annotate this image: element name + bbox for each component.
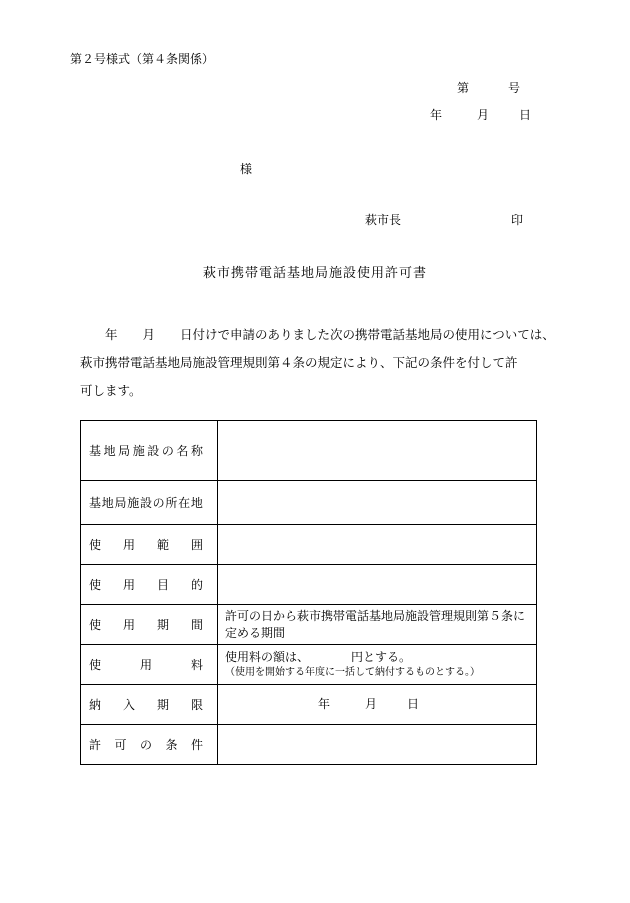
usage-fee-text: 使用料の額は、 円とする。	[225, 650, 412, 664]
row-label-usage-purpose: 使 用 目 的	[81, 565, 218, 605]
row-label-facility-location: 基 地 局 施 設 の 所 在 地	[81, 481, 218, 525]
table-row	[81, 525, 537, 565]
usage-fee-note: （使用を開始する年度に一括して納付するものとする。）	[225, 667, 480, 678]
row-label-permit-conditions: 許 可 の 条 件	[81, 725, 218, 765]
usage-fee-value	[218, 645, 537, 685]
issue-date-year: 年	[430, 108, 443, 122]
body-paragraph	[80, 321, 560, 405]
row-label-usage-period: 使 用 期 間	[81, 605, 218, 645]
issuer-name: 萩市長	[365, 213, 402, 227]
table-row	[81, 421, 537, 481]
seal-mark: 印	[511, 213, 524, 227]
deadline-year: 年	[318, 697, 331, 711]
table-row	[81, 645, 537, 685]
addressee-suffix: 様	[240, 162, 253, 176]
table-row	[81, 685, 537, 725]
document-title: 萩市携帯電話基地局施設使用許可書	[202, 266, 427, 281]
permit-conditions-table	[80, 420, 537, 765]
row-label-usage-fee: 使 用 料	[81, 645, 218, 685]
body-line-2: 萩市携帯電話基地局施設管理規則第４条の規定により、下記の条件を付して許	[80, 355, 518, 370]
table-row	[81, 725, 537, 765]
row-label-usage-scope: 使 用 範 囲	[81, 525, 218, 565]
body-line-3: 可します。	[80, 383, 142, 398]
facility-location-value	[218, 481, 537, 525]
table-row	[81, 605, 537, 645]
document-number-suffix: 号	[508, 81, 521, 95]
issue-date	[430, 109, 531, 121]
payment-deadline-value	[218, 685, 537, 725]
document-number-prefix: 第	[457, 81, 470, 95]
usage-scope-value	[218, 525, 537, 565]
deadline-day: 日	[407, 697, 420, 711]
usage-period-value: 許可の日から萩市携帯電話基地局施設管理規則第５条に定める期間	[218, 605, 537, 645]
row-label-facility-name: 基 地 局 施 設 の 名 称	[81, 421, 218, 481]
body-line-1: 年 月 日付けで申請のありました次の携帯電話基地局の使用については、	[80, 327, 555, 342]
facility-name-value	[218, 421, 537, 481]
table-row	[81, 481, 537, 525]
issue-date-day: 日	[519, 108, 532, 122]
form-number: 第２号様式（第４条関係）	[70, 52, 215, 66]
deadline-month: 月	[365, 697, 378, 711]
issue-date-month: 月	[477, 108, 490, 122]
permit-conditions-value	[218, 725, 537, 765]
row-label-payment-deadline: 納 入 期 限	[81, 685, 218, 725]
usage-purpose-value	[218, 565, 537, 605]
table-row	[81, 565, 537, 605]
